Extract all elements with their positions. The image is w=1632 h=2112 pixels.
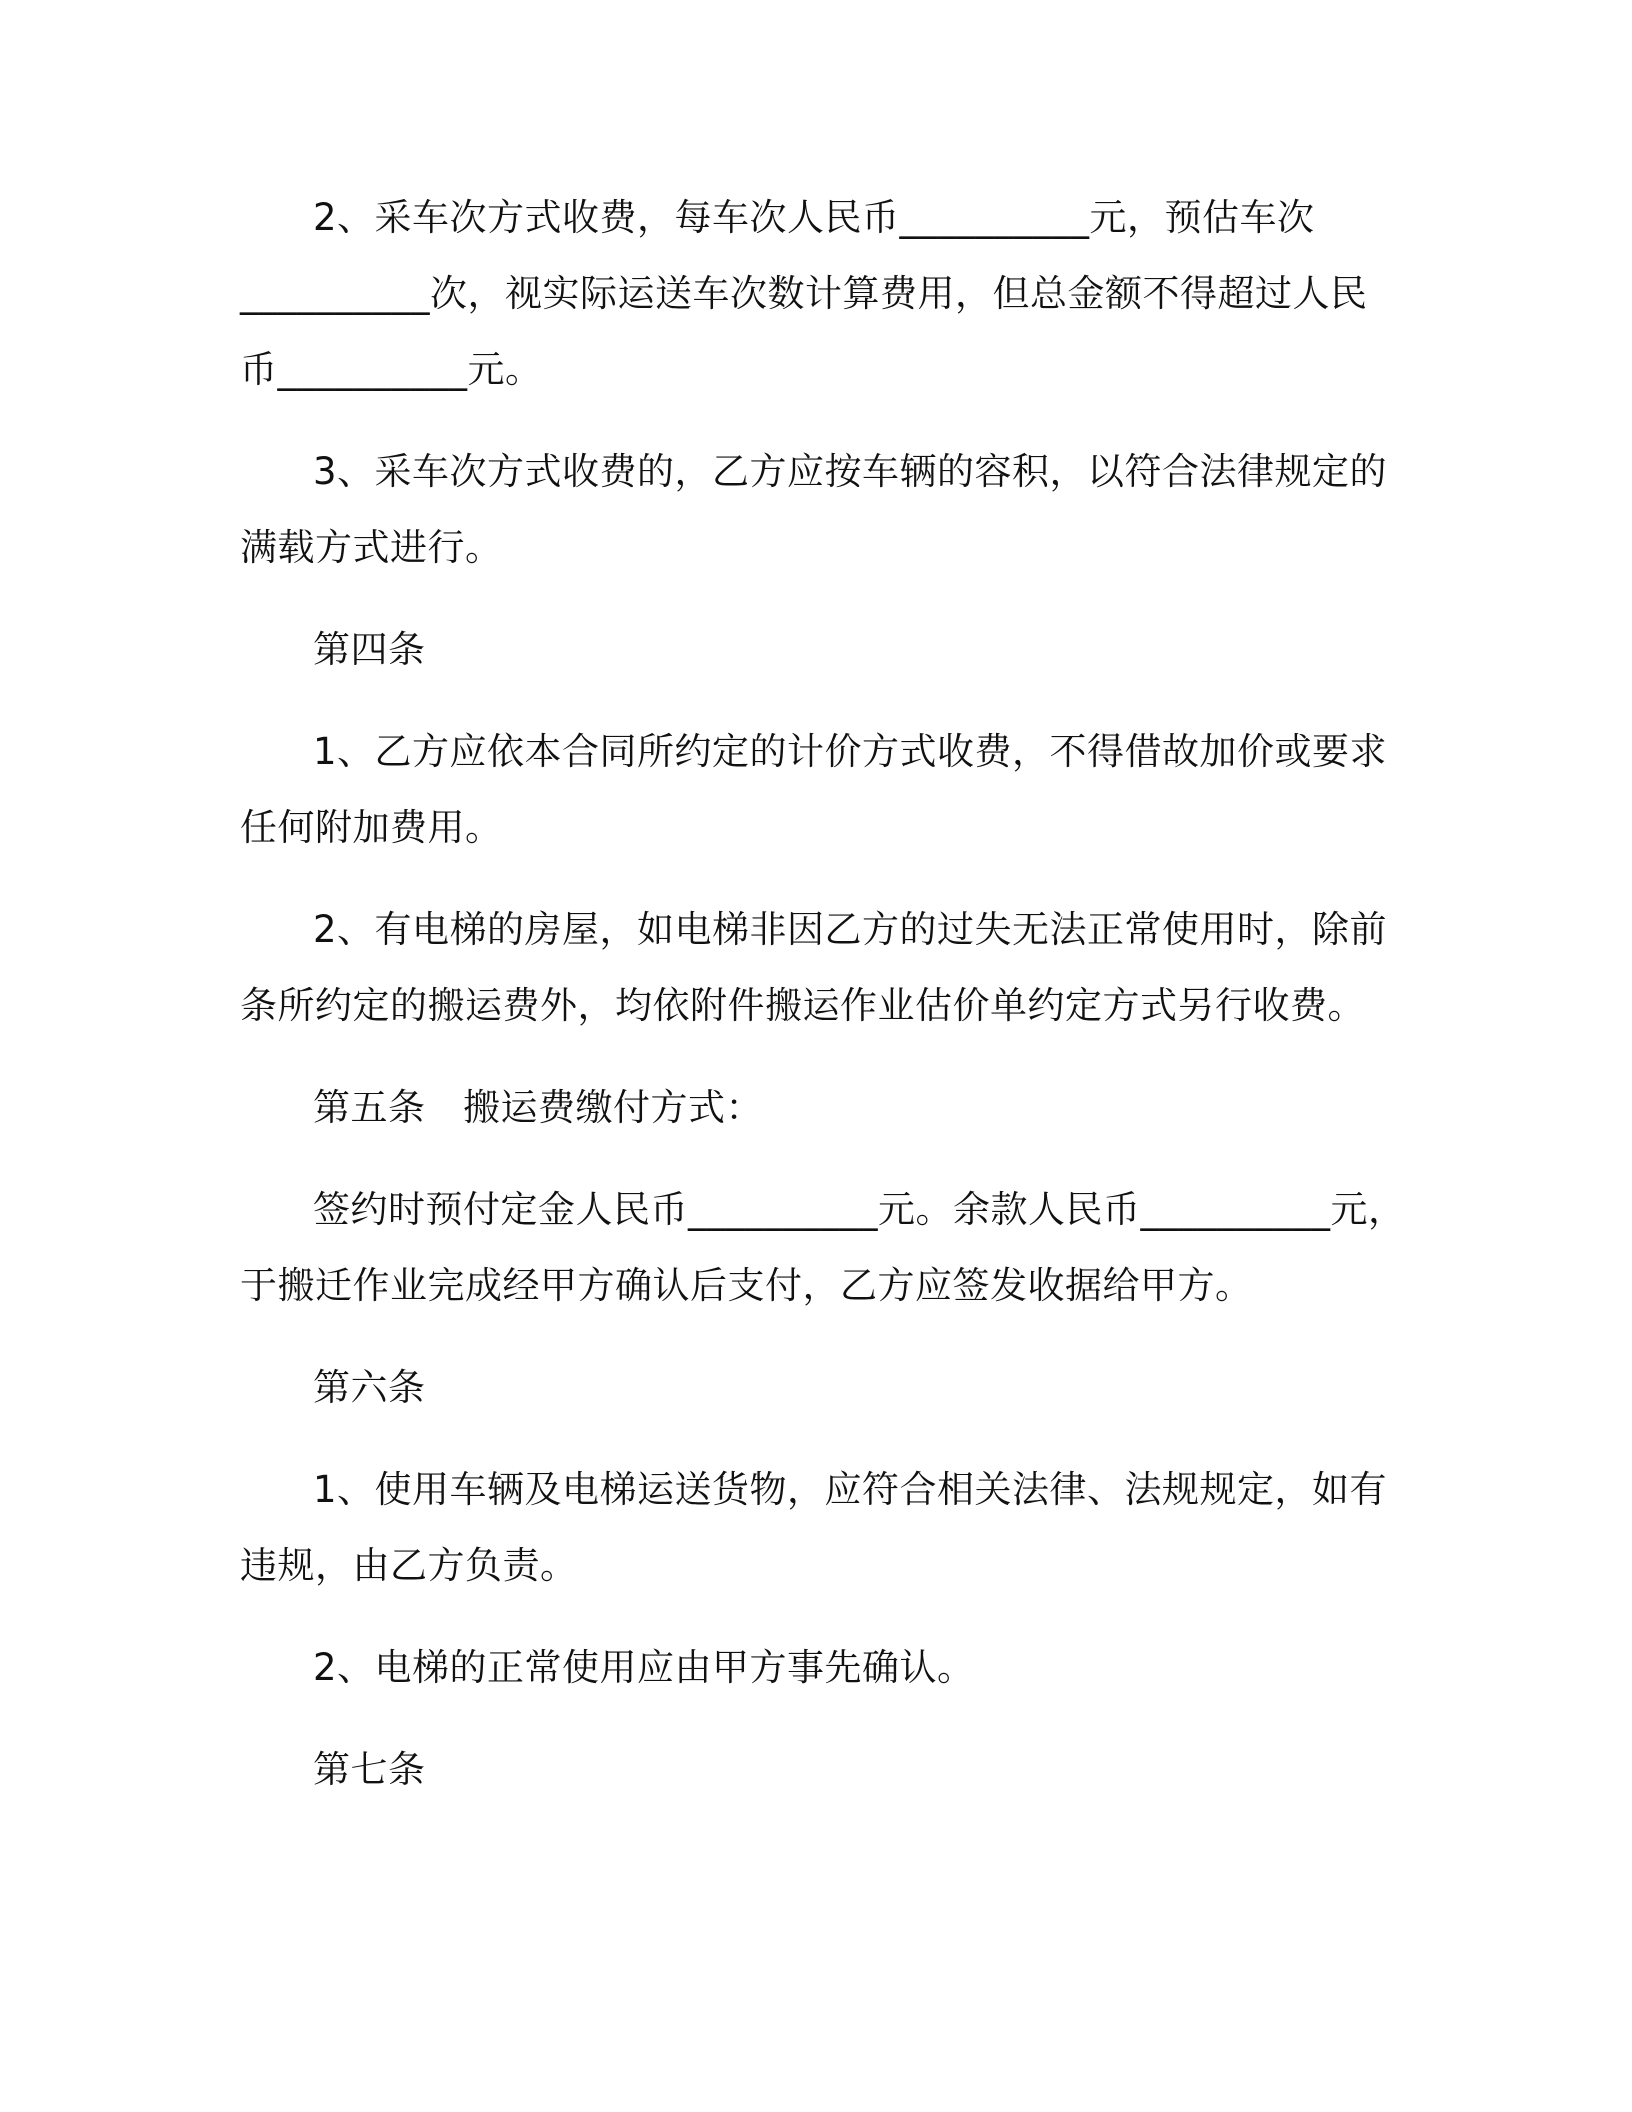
clause6-item1-line1: 1、使用车辆及电梯运送货物，应符合相关法律、法规规定，如有 bbox=[313, 1468, 1388, 1511]
clause4-heading: 第四条 bbox=[313, 628, 426, 671]
clause5-body-line2: 于搬迁作业完成经甲方确认后支付，乙方应签发收据给甲方。 bbox=[240, 1264, 1253, 1307]
clause4-item1-line1: 1、乙方应依本合同所约定的计价方式收费，不得借故加价或要求 bbox=[313, 730, 1388, 773]
clause4-item1-line2: 任何附加费用。 bbox=[240, 806, 503, 849]
clause6-item1-line2: 违规，由乙方负责。 bbox=[240, 1544, 578, 1587]
clause3-item2-line1: 2、采车次方式收费，每车次人民币__________元，预估车次 bbox=[313, 196, 1315, 239]
clause3-item3-line1: 3、采车次方式收费的，乙方应按车辆的容积，以符合法律规定的 bbox=[313, 450, 1388, 493]
clause4-item2-line1: 2、有电梯的房屋，如电梯非因乙方的过失无法正常使用时，除前 bbox=[313, 908, 1388, 951]
clause5-heading: 第五条 搬运费缴付方式： bbox=[313, 1086, 763, 1129]
clause7-heading: 第七条 bbox=[313, 1748, 426, 1791]
clause4-item2-line2: 条所约定的搬运费外，均依附件搬运作业估价单约定方式另行收费。 bbox=[240, 984, 1365, 1027]
clause3-item3-line2: 满载方式进行。 bbox=[240, 526, 503, 569]
clause6-item2: 2、电梯的正常使用应由甲方事先确认。 bbox=[313, 1646, 975, 1689]
clause6-heading: 第六条 bbox=[313, 1366, 426, 1409]
clause5-body-line1: 签约时预付定金人民币__________元。余款人民币__________元， bbox=[313, 1188, 1406, 1231]
clause3-item2-line3: 币__________元。 bbox=[240, 348, 543, 391]
clause3-item2-line2: __________次，视实际运送车次数计算费用，但总金额不得超过人民 bbox=[240, 272, 1368, 315]
